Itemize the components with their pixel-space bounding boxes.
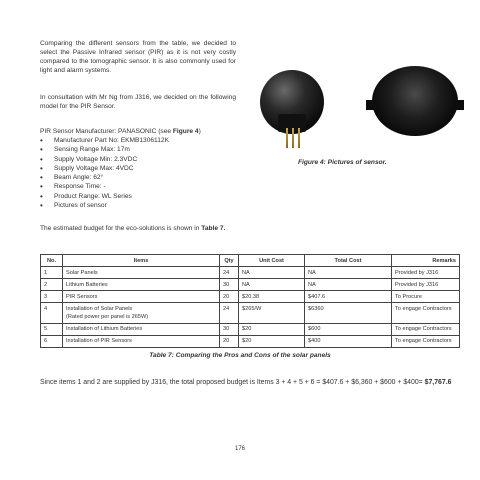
table-row [41, 303, 460, 323]
cell-qty: 20 [220, 291, 239, 303]
sensor-tab [366, 100, 376, 110]
table-caption: Table 7: Comparing the Pros and Cons of the solar panels [149, 352, 331, 359]
figure-reference: Figure 4 [172, 128, 199, 135]
cell-total-cost: $400 [305, 335, 392, 347]
spec-item: • Pictures of sensor [40, 202, 169, 211]
cell-total-cost: $600 [305, 323, 392, 335]
cell-total-cost: NA [305, 279, 392, 291]
cell-unit-cost: $265/W [239, 303, 305, 323]
cell-remarks: Provided by J316 [392, 267, 460, 279]
cell-no: 2 [41, 279, 63, 291]
header-qty: Qty [220, 255, 239, 267]
sensor-pin [292, 128, 294, 148]
cell-remarks: To engage Contractors [392, 335, 460, 347]
cell-no: 3 [41, 291, 63, 303]
table-row [41, 323, 460, 335]
spec-item: • Supply Voltage Max: 4VDC [40, 165, 169, 174]
cell-qty: 24 [220, 303, 239, 323]
pir-sensor-photo-top [372, 66, 458, 136]
budget-summary [40, 378, 458, 388]
cell-unit-cost: NA [239, 267, 305, 279]
cell-no: 6 [41, 335, 63, 347]
cell-qty: 30 [220, 323, 239, 335]
cell-item: Lithium Batteries [63, 279, 220, 291]
cell-unit-cost: NA [239, 279, 305, 291]
budget-intro-text: The estimated budget for the eco-solutions is shown in [40, 225, 202, 232]
cell-unit-cost: $20.38 [239, 291, 305, 303]
header-unit-cost: Unit Cost [239, 255, 305, 267]
item-note: (Rated power per panel is 265W) [66, 314, 149, 321]
sensor-manufacturer-heading [40, 128, 201, 137]
cell-unit-cost: $20 [239, 323, 305, 335]
cell-qty: 20 [220, 335, 239, 347]
table-reference: Table 7. [201, 225, 226, 232]
cell-no: 1 [41, 267, 63, 279]
table-header-row [41, 255, 460, 267]
budget-intro [40, 225, 225, 234]
sensor-tab [454, 100, 464, 110]
spec-item: • Sensing Range Max: 17m [40, 146, 169, 155]
table-row [41, 335, 460, 347]
cell-qty: 30 [220, 279, 239, 291]
page-number: 176 [234, 446, 245, 452]
cell-item: Installation of PIR Sensors [63, 335, 220, 347]
cell-no: 4 [41, 303, 63, 323]
sensor-photos [254, 70, 462, 150]
sensor-spec-list [40, 137, 169, 211]
spec-item: • Beam Angle: 62° [40, 174, 169, 183]
intro-paragraph: Comparing the different sensors from the table, we decided to select the Passive Infrared sensor (PIR) as it is not very costly compared to the tomographic sensor. It is also commonly used for light and alarm systems. [40, 40, 236, 74]
cell-remarks: To engage Contractors [392, 323, 460, 335]
cell-remarks: To engage Contractors [392, 303, 460, 323]
header-total-cost: Total Cost [305, 255, 392, 267]
consultation-paragraph: In consultation with Mr Ng from J316, we decided on the following model for the PIR Sensor. [40, 94, 236, 110]
item-name: Installation of Solar Panels [66, 305, 133, 312]
spec-item: • Response Time: - [40, 183, 169, 192]
cell-item: PIR Sensors [63, 291, 220, 303]
cell-total-cost: NA [305, 267, 392, 279]
cell-item [63, 303, 220, 323]
header-remarks: Remarks [392, 255, 460, 267]
sensor-pin [286, 128, 288, 148]
cell-no: 5 [41, 323, 63, 335]
budget-table [40, 254, 460, 348]
cell-total-cost: $6360 [305, 303, 392, 323]
cell-unit-cost: $20 [239, 335, 305, 347]
manufacturer-text: PIR Sensor Manufacturer: PANASONIC (see [40, 128, 173, 135]
cell-total-cost: $407.6 [305, 291, 392, 303]
sensor-pin [298, 128, 300, 148]
header-items: Items [63, 255, 220, 267]
spec-item: • Manufacturer Part No: EKMB1306112K [40, 137, 169, 146]
cell-item: Solar Panels [63, 267, 220, 279]
cell-remarks: Provided by J316 [392, 279, 460, 291]
spec-item: • Product Range: WL Series [40, 193, 169, 202]
cell-remarks: To Procure [392, 291, 460, 303]
header-no: No. [41, 255, 63, 267]
summary-total: $7,767.6 [424, 379, 452, 386]
table-row [41, 267, 460, 279]
manufacturer-text-end: ) [198, 128, 201, 135]
cell-item: Installation of Lithium Batteries [63, 323, 220, 335]
spec-item: • Supply Voltage Min: 2.3VDC [40, 156, 169, 165]
summary-text: Since items 1 and 2 are supplied by J316, the total proposed budget is Items 3 + 4 + 5 + 6 = $407.6 + $6,360 + $600 + $400= [40, 379, 425, 386]
table-row [41, 291, 460, 303]
figure-caption: Figure 4: Pictures of sensor. [298, 159, 387, 166]
cell-qty: 24 [220, 267, 239, 279]
table-row [41, 279, 460, 291]
